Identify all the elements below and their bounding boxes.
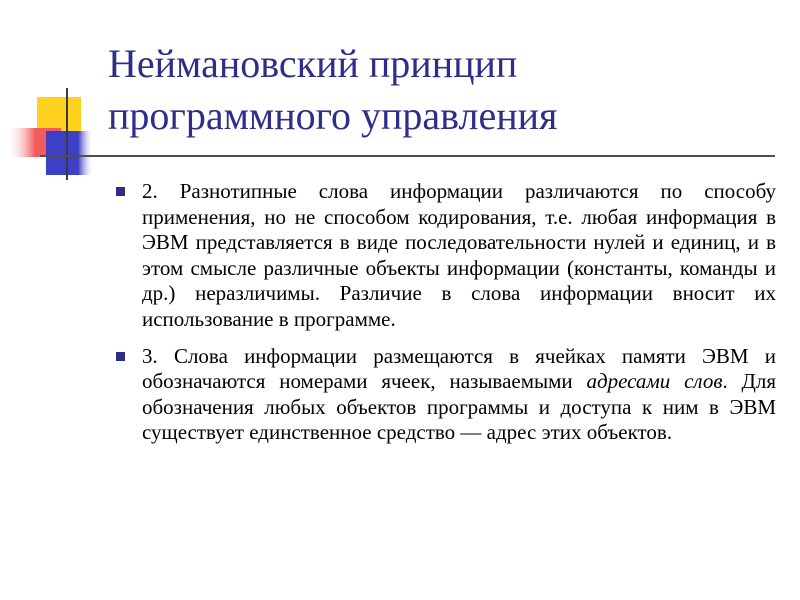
square-bullet-icon xyxy=(116,187,125,196)
bullet-list xyxy=(116,179,776,457)
bullet-item-2 xyxy=(116,344,776,446)
slide-title: Неймановский принцип программного управления xyxy=(108,41,558,138)
bullet-text xyxy=(142,179,776,333)
square-bullet-icon xyxy=(116,352,125,361)
blue-square xyxy=(46,131,92,175)
decorative-squares xyxy=(0,0,110,190)
bullet-text xyxy=(142,344,776,446)
bullet-text-part: 2. Разнотипные слова информации различаются по способу применения, но не способом кодирования, т.е. любая информация в ЭВМ представляется в виде последовательности нулей и единиц, и в этом смысле различные объекты информации (константы, команды и др.) неразличимы. Различие в слова информации вносит их использование в программе. xyxy=(142,179,776,331)
bullet-text-part: 3. Слова информации размещаются в ячейках памяти ЭВМ и обозначаются номерами ячеек, называемыми xyxy=(142,343,776,394)
bullet-item-1 xyxy=(116,179,776,333)
bullet-text-part: . Для обозначения любых объектов программы и доступа к ним в ЭВМ существует единственное средство — адрес этих объектов. xyxy=(142,369,776,445)
title-underline xyxy=(40,155,775,157)
dark-vertical-line xyxy=(66,88,68,180)
emphasized-term: адресами слов xyxy=(586,369,723,394)
